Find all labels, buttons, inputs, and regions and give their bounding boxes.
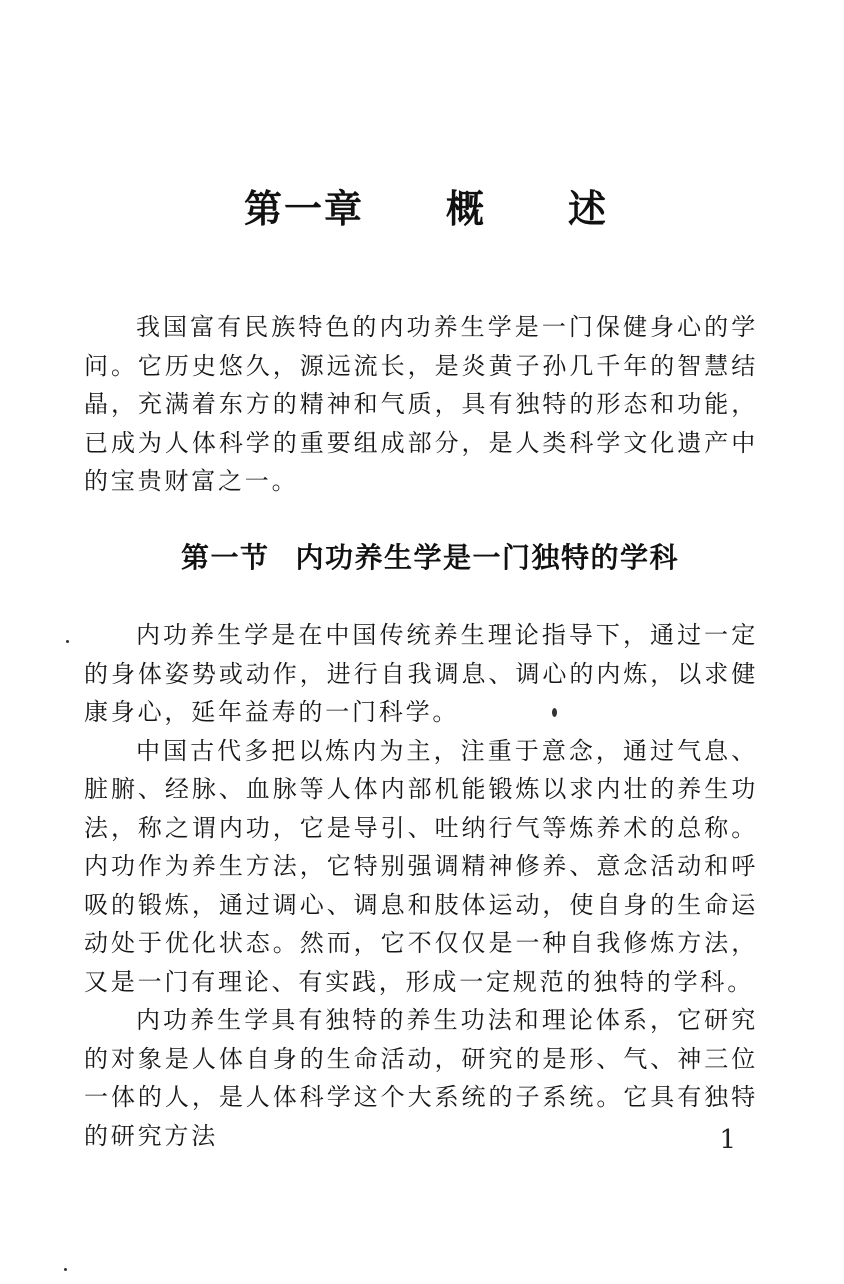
body-text [84, 616, 758, 1155]
page-number: 1 [719, 1125, 736, 1155]
scan-speck [64, 1268, 67, 1271]
intro-block [84, 308, 758, 501]
chapter-title-part-1: 概 [445, 187, 486, 231]
chapter-heading [0, 183, 844, 235]
section-title: 内功养生学是一门独特的学科 [295, 541, 680, 574]
chapter-label: 第一章 [243, 187, 364, 231]
body-paragraph-3: 内功养生学具有独特的养生功法和理论体系，它研究的对象是人体自身的生命活动，研究的是形、气、神三位一体的人，是人体科学这个大系统的子系统。它具有独特的研究方法 [84, 1006, 758, 1150]
scan-speck [66, 640, 69, 643]
section-heading [0, 538, 844, 578]
body-paragraph-2: 中国古代多把以炼内为主，注重于意念，通过气息、脏腑、经脉、血脉等人体内部机能锻炼以求内壮的养生功法，称之谓内功，它是导引、吐纳行气等炼养术的总称。内功作为养生方法，它特别强调精神修养、意念活动和呼吸的锻炼，通过调心、调息和肢体运动，使自身的生命运动处于优化状态。然而，它不仅仅是一种自我修炼方法，又是一门有理论、有实践，形成一定规范的独特的学科。 [84, 736, 758, 996]
body-paragraph-1: 内功养生学是在中国传统养生理论指导下，通过一定的身体姿势或动作，进行自我调息、调心的内炼，以求健康身心，延年益寿的一门科学。 [84, 621, 758, 726]
intro-paragraph: 我国富有民族特色的内功养生学是一门保健身心的学问。它历史悠久，源远流长，是炎黄子孙几千年的智慧结晶，充满着东方的精神和气质，具有独特的形态和功能，已成为人体科学的重要组成部分，是人类科学文化遗产中的宝贵财富之一。 [84, 313, 758, 495]
chapter-title-part-2: 述 [568, 187, 609, 231]
section-number: 第一节 [180, 541, 270, 574]
scan-speck [552, 708, 557, 717]
